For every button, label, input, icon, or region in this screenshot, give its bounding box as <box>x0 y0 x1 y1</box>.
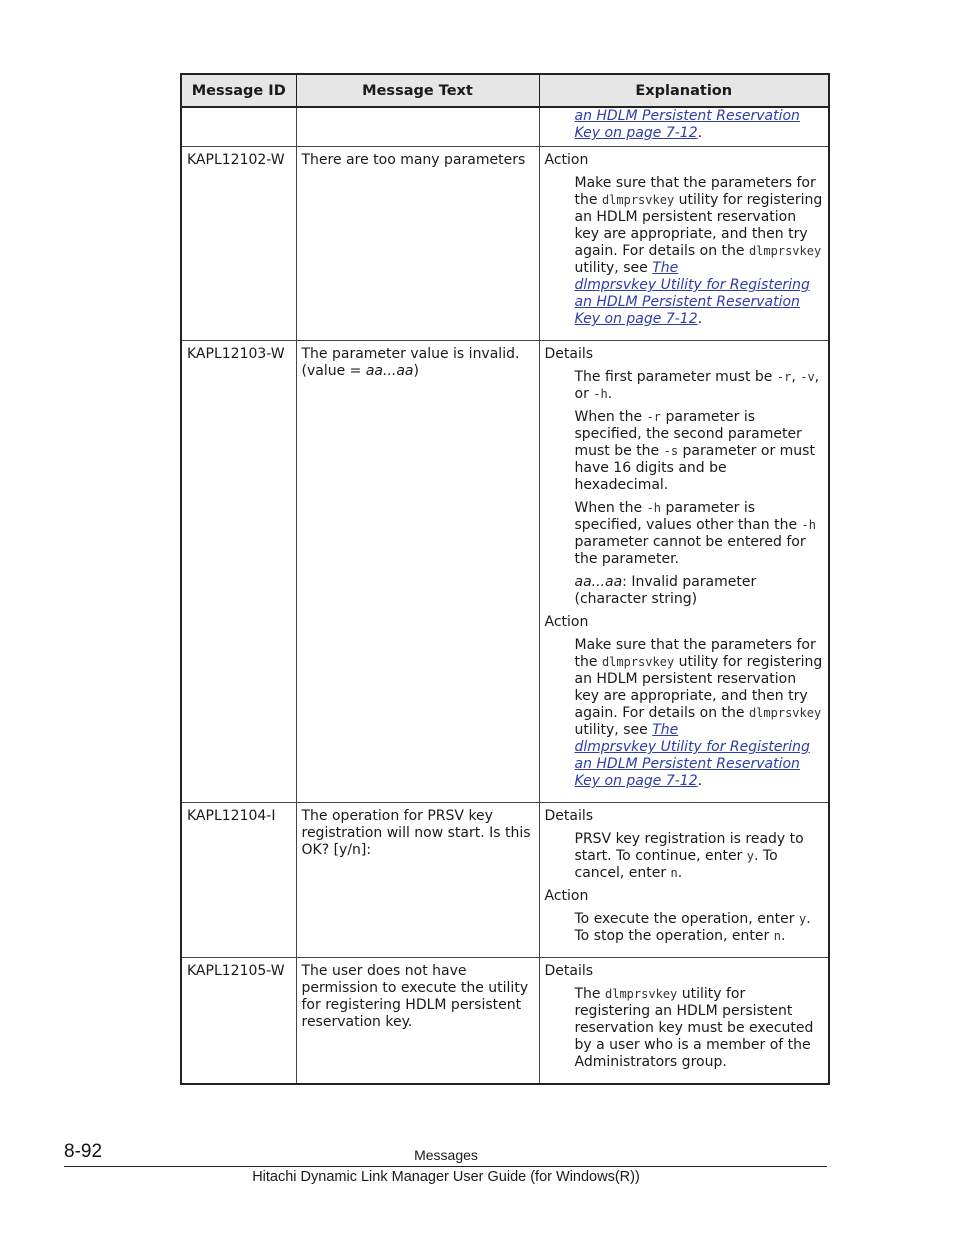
action-label: Action <box>544 888 589 904</box>
message-id: KAPL12104-I <box>181 803 296 958</box>
cell-explanation <box>539 107 829 147</box>
message-explanation <box>539 147 829 341</box>
message-explanation <box>539 341 829 803</box>
cross-reference-link[interactable]: The dlmprsvkey Utility for Registering an HDLM Persistent Reservation Key on page 7-12 <box>574 260 810 327</box>
header-message-id: Message ID <box>181 74 296 107</box>
cross-reference-link[interactable]: The dlmprsvkey Utility for Registering an HDLM Persistent Reservation Key on page 7-12 <box>574 722 810 789</box>
table-row <box>181 803 829 958</box>
cross-reference-link[interactable]: an HDLM Persistent Reservation Key on page 7-12 <box>574 108 800 141</box>
action-body: Make sure that the parameters for the dlmprsvkey utility for registering an HDLM persistent reservation key are appropriate, and then try again. For details on the dlmprsvkey utility, see The dlmprsvkey Utility for Registering an HDLM Persistent Reservation Key on page 7-12. <box>574 637 823 789</box>
details-label: Details <box>544 808 594 824</box>
message-text: The parameter value is invalid. (value = aa...aa) <box>296 341 539 803</box>
details-body: The first parameter must be -r, -v, or -h. When the -r parameter is specified, the second parameter must be the -s parameter or must have 16 digits and be hexadecimal. When the -h parameter is specified, values other than the -h parameter cannot be entered for the parameter. aa...aa: Invalid parameter (character string) <box>574 369 820 607</box>
command-name: dlmprsvkey <box>605 987 678 1001</box>
footer-divider <box>64 1166 827 1167</box>
message-explanation <box>539 958 829 1085</box>
message-id: KAPL12103-W <box>181 341 296 803</box>
command-name: dlmprsvkey <box>601 655 675 669</box>
message-explanation <box>539 803 829 958</box>
header-message-text: Message Text <box>296 74 539 107</box>
details-body: PRSV key registration is ready to start. To continue, enter y. To cancel, enter n. <box>574 831 804 881</box>
command-name: dlmprsvkey <box>748 244 822 258</box>
action-label: Action <box>544 614 589 630</box>
footer-book-title: Hitachi Dynamic Link Manager User Guide (for Windows(R)) <box>252 1169 640 1185</box>
message-id: KAPL12105-W <box>181 958 296 1085</box>
cell-text <box>296 107 539 147</box>
details-body: The dlmprsvkey utility for registering an HDLM persistent reservation key must be executed by a user who is a member of the Administrators group. <box>574 986 814 1070</box>
details-label: Details <box>544 346 594 362</box>
cell-id <box>181 107 296 147</box>
page-number: 8-92 <box>64 1141 103 1162</box>
footer-section-title: Messages <box>414 1147 478 1163</box>
action-body: Make sure that the parameters for the dlmprsvkey utility for registering an HDLM persistent reservation key are appropriate, and then try again. For details on the dlmprsvkey utility, see The dlmprsvkey Utility for Registering an HDLM Persistent Reservation Key on page 7-12. <box>574 175 823 327</box>
action-body: To execute the operation, enter y. To stop the operation, enter n. <box>574 911 811 944</box>
table-row <box>181 341 829 803</box>
explanation-body: an HDLM Persistent Reservation Key on page 7-12. <box>574 108 800 141</box>
table-row <box>181 147 829 341</box>
details-label: Details <box>544 963 594 979</box>
table-header-row <box>181 74 829 107</box>
message-text: The operation for PRSV key registration will now start. Is this OK? [y/n]: <box>296 803 539 958</box>
message-id: KAPL12102-W <box>181 147 296 341</box>
action-label: Action <box>544 152 589 168</box>
command-name: dlmprsvkey <box>748 706 822 720</box>
message-text: There are too many parameters <box>296 147 539 341</box>
header-explanation: Explanation <box>539 74 829 107</box>
message-text: The user does not have permission to execute the utility for registering HDLM persistent reservation key. <box>296 958 539 1085</box>
messages-table <box>180 73 830 1085</box>
command-name: dlmprsvkey <box>601 193 675 207</box>
table-row <box>181 958 829 1085</box>
table-row-continuation <box>181 107 829 147</box>
